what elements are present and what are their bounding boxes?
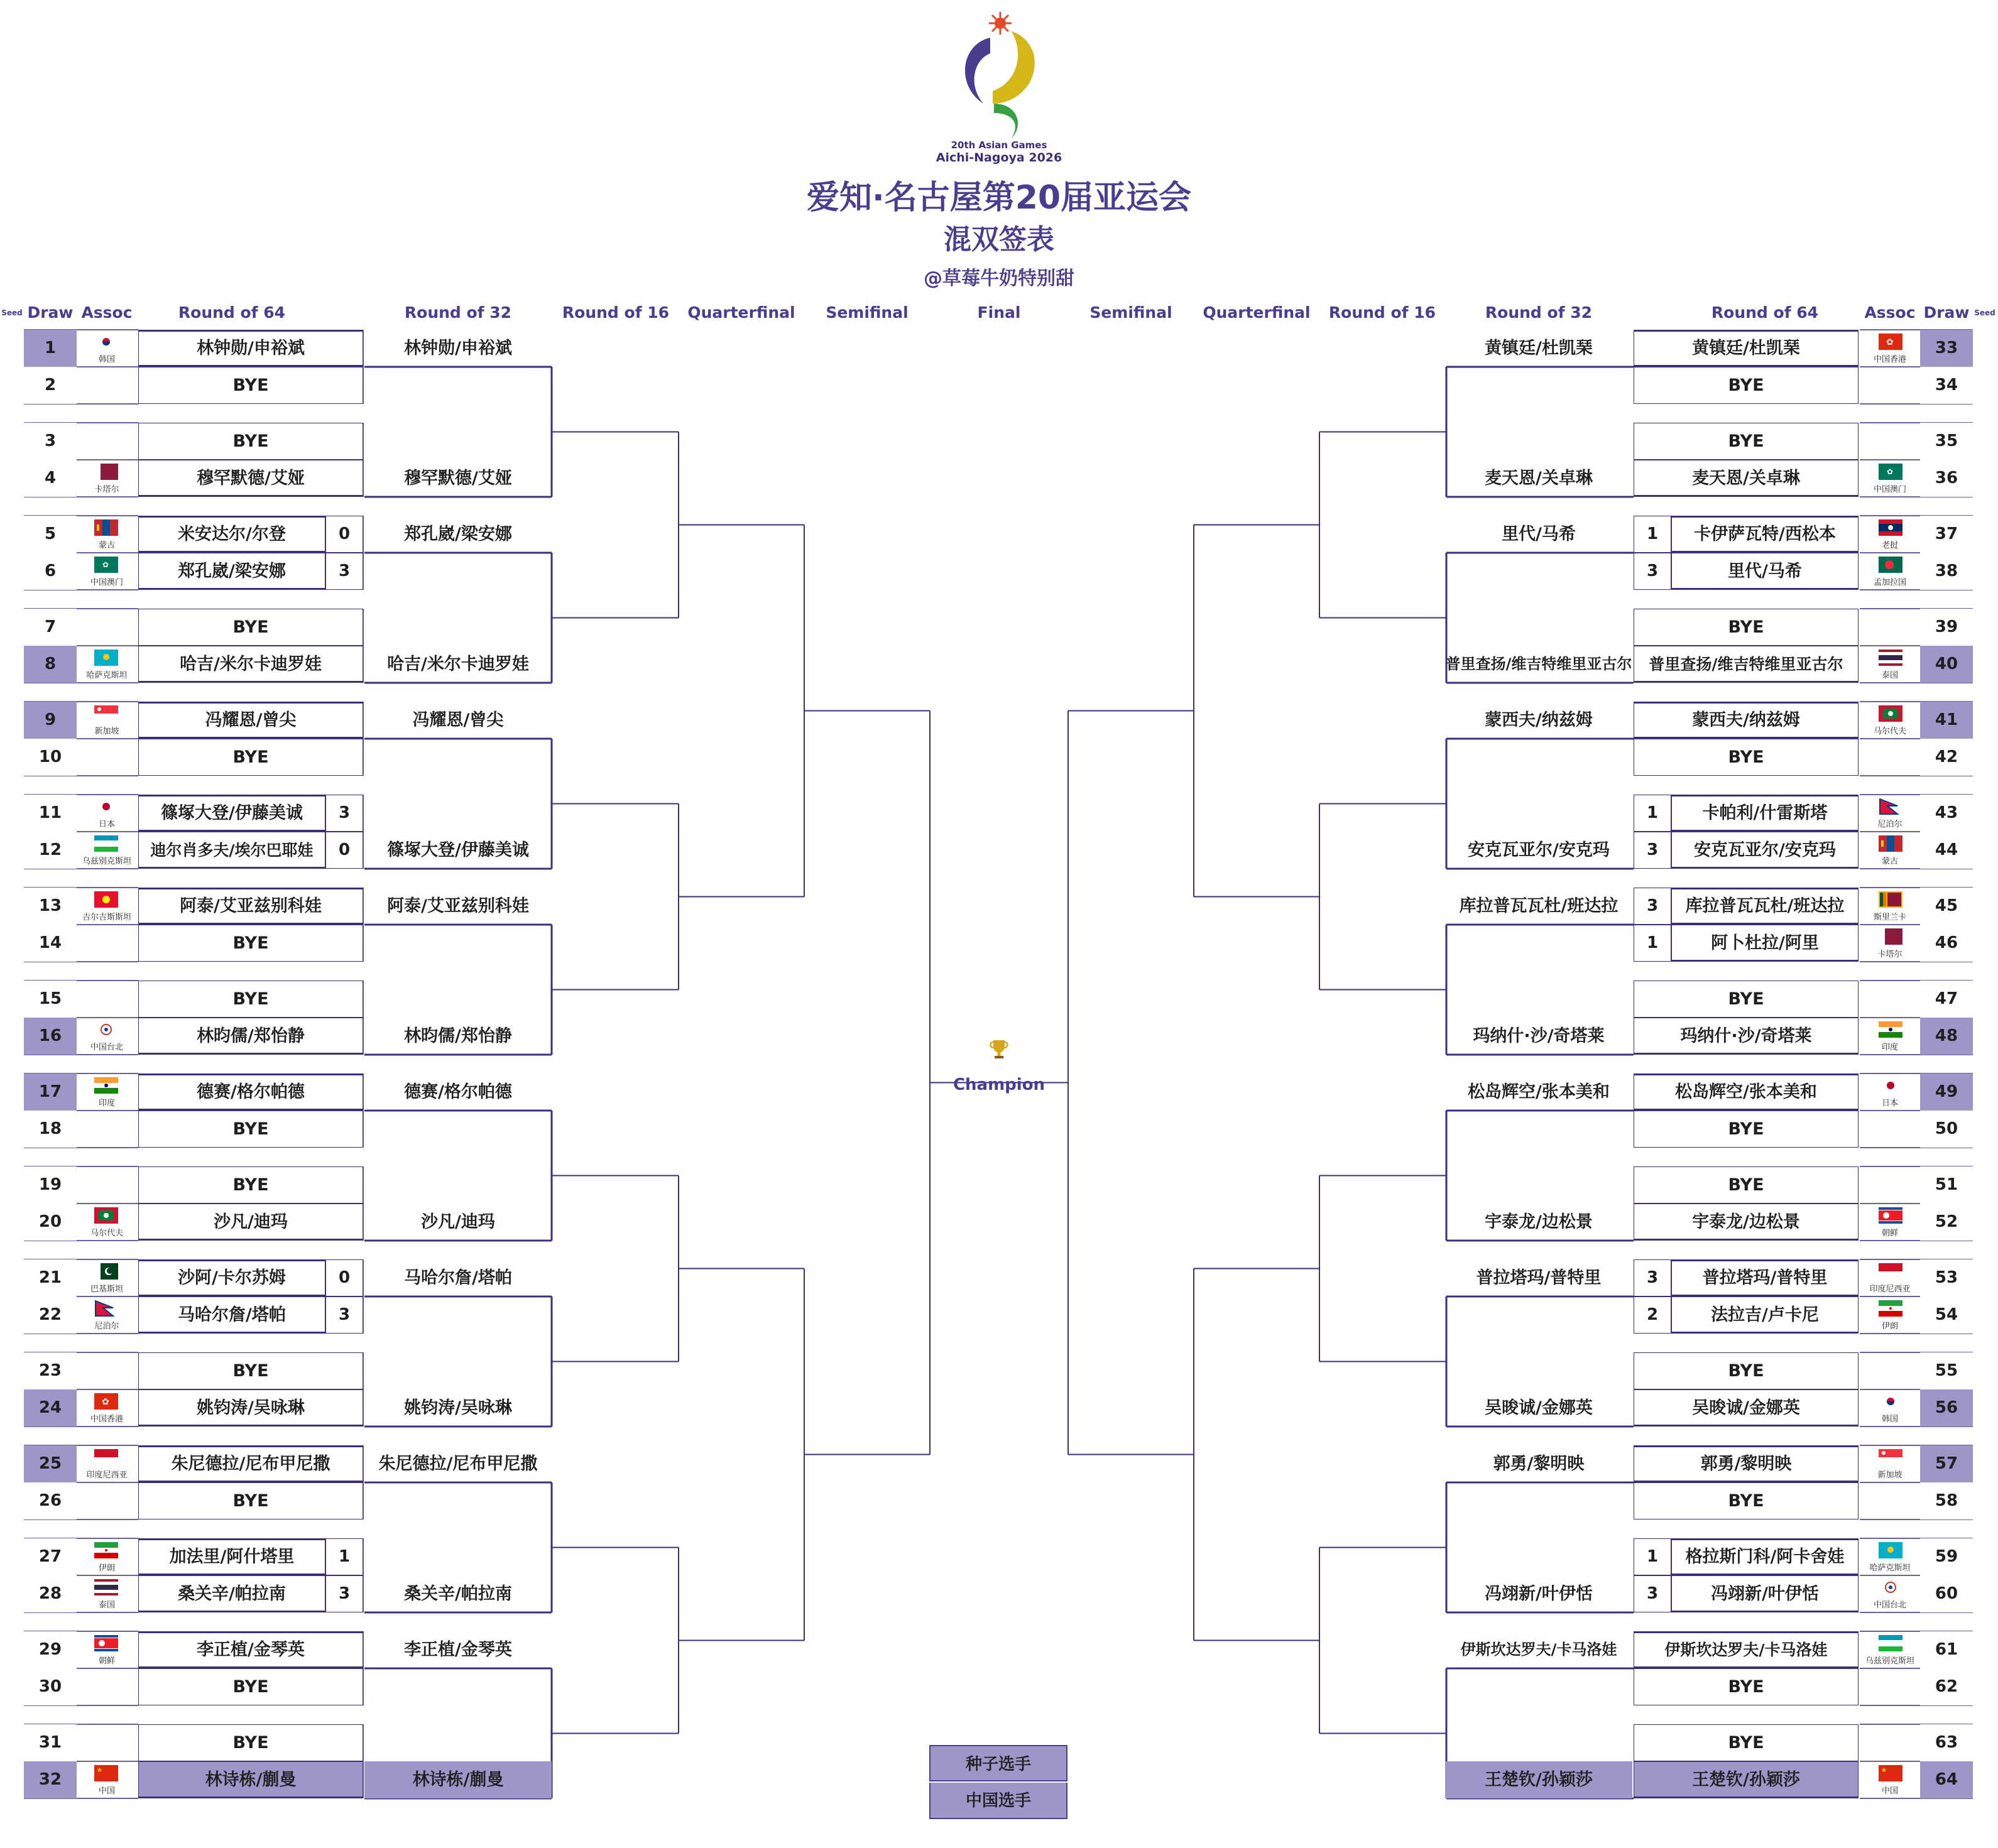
- player-name: BYE: [1728, 617, 1764, 637]
- r32-name: 冯翊新/叶伊恬: [1485, 1584, 1593, 1604]
- col-assoc-right: Assoc: [1864, 303, 1916, 322]
- assoc-name: 印度: [1881, 1043, 1898, 1052]
- assoc-name: 中国: [1881, 1786, 1898, 1796]
- draw-number: 24: [38, 1398, 62, 1417]
- player-name: 里代/马希: [1728, 562, 1802, 581]
- r32-name: 篠塚大登/伊藤美诚: [387, 840, 529, 860]
- jp-flag-icon: [1879, 1077, 1902, 1094]
- match-score: 2: [1646, 1305, 1659, 1324]
- player-name: 郑孔崴/梁安娜: [178, 562, 286, 581]
- match-score: 1: [1646, 803, 1659, 822]
- player-name: 朱尼德拉/尼布甲尼撒: [171, 1454, 330, 1474]
- draw-number: 36: [1935, 469, 1958, 487]
- player-name: 马哈尔詹/塔帕: [178, 1305, 286, 1325]
- assoc-name: 乌兹别克斯坦: [1865, 1656, 1914, 1666]
- in-flag-icon: [94, 1077, 118, 1094]
- player-name: 林钟勋/申裕斌: [197, 339, 305, 358]
- assoc-name: 巴基斯坦: [90, 1285, 123, 1294]
- kp-flag-icon: [1879, 1207, 1902, 1224]
- draw-number: 62: [1935, 1677, 1958, 1696]
- draw-number: 34: [1935, 376, 1958, 394]
- lk-flag-icon: [1879, 891, 1902, 908]
- col-r64-right: Round of 64: [1711, 303, 1819, 322]
- col-r16-left: Round of 16: [562, 303, 670, 322]
- qa-flag-icon: [1879, 928, 1902, 945]
- r32-name: 林诗栋/蒯曼: [412, 1770, 504, 1790]
- tpe-flag-icon: [1879, 1579, 1902, 1595]
- draw-number: 46: [1935, 933, 1958, 952]
- np-flag-icon: [94, 1300, 118, 1317]
- player-name: 蒙西夫/纳兹姆: [1692, 710, 1800, 730]
- draw-number: 54: [1935, 1305, 1958, 1324]
- draw-number: 64: [1935, 1770, 1958, 1789]
- assoc-name: 中国台北: [90, 1043, 123, 1052]
- mn-flag-icon: [1879, 835, 1902, 852]
- draw-number: 59: [1935, 1547, 1958, 1566]
- player-name: 阿卜杜拉/阿里: [1711, 933, 1819, 953]
- player-name: BYE: [1728, 989, 1764, 1009]
- assoc-name: 印度尼西亚: [1869, 1285, 1911, 1294]
- draw-number: 53: [1935, 1268, 1958, 1287]
- match-score: 1: [338, 1547, 351, 1566]
- assoc-name: 中国澳门: [90, 578, 123, 587]
- assoc-name: 马尔代夫: [1873, 727, 1906, 736]
- match-score: 3: [338, 803, 351, 822]
- col-qf-left: Quarterfinal: [687, 303, 795, 322]
- player-name: BYE: [1728, 1733, 1764, 1753]
- match-score: 1: [1646, 933, 1659, 952]
- draw-number: 31: [38, 1733, 62, 1752]
- draw-number: 60: [1935, 1584, 1958, 1603]
- player-name: BYE: [232, 432, 269, 451]
- player-name: 桑关辛/帕拉南: [178, 1584, 286, 1604]
- draw-number: 33: [1935, 339, 1958, 357]
- r32-name: 林钟勋/申裕斌: [404, 339, 512, 358]
- uz-flag-icon: [1879, 1635, 1902, 1651]
- player-name: 加法里/阿什塔里: [169, 1547, 295, 1567]
- draw-number: 39: [1935, 617, 1958, 636]
- col-r32-left: Round of 32: [404, 303, 512, 322]
- mo-flag-icon: [1879, 464, 1902, 480]
- r32-name: 里代/马希: [1502, 525, 1576, 544]
- draw-number: 63: [1935, 1733, 1958, 1752]
- r32-name: 姚钧涛/吴咏琳: [404, 1398, 512, 1418]
- player-name: BYE: [1728, 1361, 1764, 1381]
- assoc-name: 马尔代夫: [90, 1229, 123, 1238]
- draw-number: 38: [1935, 562, 1958, 580]
- draw-number: 48: [1935, 1026, 1958, 1045]
- page-subtitle: 混双签表: [944, 224, 1054, 256]
- assoc-name: 印度: [98, 1099, 115, 1108]
- assoc-name: 韩国: [98, 355, 115, 364]
- col-qf-right: Quarterfinal: [1203, 303, 1311, 322]
- player-name: 法拉吉/卢卡尼: [1711, 1305, 1819, 1325]
- player-name: 沙阿/卡尔苏姆: [178, 1268, 286, 1288]
- match-score: 0: [338, 1268, 351, 1287]
- cn-flag-icon: [94, 1765, 118, 1781]
- ir-flag-icon: [1879, 1300, 1902, 1317]
- ir-flag-icon: [94, 1542, 118, 1558]
- col-assoc-left: Assoc: [81, 303, 133, 322]
- r32-name: 林昀儒/郑怡静: [404, 1026, 512, 1046]
- player-name: BYE: [232, 617, 269, 637]
- id-flag-icon: [94, 1449, 118, 1465]
- player-name: BYE: [232, 1677, 269, 1697]
- player-name: 姚钧涛/吴咏琳: [197, 1398, 305, 1418]
- draw-number: 16: [38, 1026, 62, 1045]
- r32-name: 宇泰龙/边松景: [1485, 1212, 1593, 1232]
- assoc-name: 蒙古: [98, 541, 115, 550]
- r32-name: 玛纳什·沙/奇塔莱: [1473, 1026, 1605, 1046]
- jp-flag-icon: [94, 798, 118, 815]
- assoc-name: 尼泊尔: [94, 1322, 119, 1331]
- logo-line1: 20th Asian Games: [951, 139, 1047, 151]
- page-title: 爱知·名古屋第20届亚运会: [806, 179, 1192, 217]
- r32-name: 库拉普瓦瓦杜/班达拉: [1459, 896, 1619, 916]
- r32-name: 李正植/金琴英: [404, 1640, 512, 1660]
- tpe-flag-icon: [94, 1021, 118, 1038]
- player-name: 库拉普瓦瓦杜/班达拉: [1685, 896, 1845, 916]
- r32-name: 阿泰/艾亚兹别科娃: [387, 896, 529, 916]
- draw-number: 41: [1935, 710, 1958, 729]
- player-name: 普里查扬/维吉特维里亚古尔: [1649, 655, 1843, 673]
- r32-name: 松岛辉空/张本美和: [1468, 1082, 1610, 1102]
- assoc-name: 新加坡: [94, 727, 119, 736]
- player-name: BYE: [232, 376, 269, 395]
- player-name: 格拉斯门科/阿卡舍娃: [1685, 1547, 1845, 1567]
- np-flag-icon: [1879, 798, 1902, 815]
- assoc-name: 伊朗: [98, 1563, 115, 1573]
- draw-number: 28: [38, 1584, 62, 1603]
- player-name: 阿泰/艾亚兹别科娃: [180, 896, 322, 916]
- col-seed-right: Seed: [1974, 308, 1995, 317]
- player-name: 王楚钦/孙颖莎: [1692, 1770, 1800, 1790]
- r32-name: 冯耀恩/曾尖: [412, 710, 504, 730]
- draw-number: 49: [1935, 1082, 1958, 1101]
- r32-name: 桑关辛/帕拉南: [404, 1584, 512, 1604]
- sg-flag-icon: [94, 705, 118, 722]
- draw-number: 57: [1935, 1454, 1958, 1473]
- assoc-name: 日本: [1881, 1099, 1898, 1108]
- draw-number: 15: [38, 989, 62, 1008]
- legend-seeded: 种子选手: [929, 1745, 1067, 1781]
- svg-text:✿: ✿: [102, 560, 109, 569]
- player-name: BYE: [1728, 376, 1764, 395]
- col-r64-left: Round of 64: [178, 303, 286, 322]
- draw-number: 45: [1935, 896, 1958, 915]
- draw-number: 37: [1935, 525, 1958, 543]
- draw-number: 12: [38, 840, 62, 859]
- logo-line2: Aichi-Nagoya 2026: [936, 151, 1062, 165]
- r32-name: 伊斯坎达罗夫/卡马洛娃: [1460, 1641, 1617, 1658]
- draw-number: 2: [44, 376, 57, 394]
- assoc-name: 印度尼西亚: [86, 1470, 128, 1480]
- r32-name: 黄镇廷/杜凯琹: [1485, 339, 1593, 358]
- player-name: BYE: [1728, 1491, 1764, 1511]
- col-r16-right: Round of 16: [1328, 303, 1436, 322]
- player-name: BYE: [232, 1175, 269, 1195]
- col-seed-left: Seed: [1, 308, 23, 317]
- player-name: 郭勇/黎明映: [1700, 1454, 1792, 1474]
- draw-number: 19: [38, 1175, 62, 1194]
- assoc-name: 中国澳门: [1873, 485, 1906, 494]
- draw-number: 47: [1935, 989, 1958, 1008]
- draw-number: 21: [38, 1268, 62, 1287]
- uz-flag-icon: [94, 835, 118, 852]
- player-name: 宇泰龙/边松景: [1692, 1212, 1800, 1232]
- assoc-name: 韩国: [1881, 1415, 1898, 1424]
- draw-number: 26: [38, 1491, 62, 1510]
- player-name: 安克瓦亚尔/安克玛: [1694, 840, 1836, 860]
- assoc-name: 泰国: [1881, 671, 1898, 680]
- match-score: 3: [338, 1305, 351, 1324]
- player-name: BYE: [1728, 1119, 1764, 1139]
- draw-number: 6: [44, 562, 57, 580]
- player-name: BYE: [232, 1361, 269, 1381]
- draw-number: 35: [1935, 432, 1958, 450]
- draw-number: 58: [1935, 1491, 1958, 1510]
- assoc-name: 日本: [98, 820, 115, 829]
- player-name: 卡伊萨瓦特/西松本: [1694, 525, 1836, 544]
- assoc-name: 中国台北: [1873, 1601, 1906, 1610]
- draw-number: 18: [38, 1119, 62, 1138]
- player-name: 篠塚大登/伊藤美诚: [161, 803, 303, 823]
- player-name: 李正植/金琴英: [197, 1640, 305, 1660]
- player-name: BYE: [1728, 432, 1764, 451]
- assoc-name: 老挝: [1881, 541, 1898, 550]
- assoc-name: 尼泊尔: [1877, 820, 1902, 829]
- draw-number: 61: [1935, 1640, 1958, 1659]
- player-name: 卡帕利/什雷斯塔: [1702, 803, 1828, 823]
- player-name: 哈吉/米尔卡迪罗娃: [180, 655, 322, 674]
- player-name: 迪尔肖多夫/埃尔巴耶娃: [150, 841, 314, 859]
- match-score: 3: [1646, 896, 1659, 915]
- match-score: 3: [1646, 1268, 1659, 1287]
- bd-flag-icon: [1879, 557, 1902, 573]
- draw-number: 17: [38, 1082, 62, 1101]
- player-name: BYE: [232, 1119, 269, 1139]
- draw-number: 25: [38, 1454, 62, 1473]
- draw-number: 50: [1935, 1119, 1958, 1138]
- mv-flag-icon: [94, 1207, 118, 1224]
- player-name: BYE: [232, 747, 269, 767]
- match-score: 1: [1646, 1547, 1659, 1566]
- cn-flag-icon: [1879, 1765, 1902, 1781]
- col-sf-left: Semifinal: [826, 303, 909, 322]
- credit-handle: @草莓牛奶特别甜: [924, 268, 1074, 290]
- match-score: 0: [338, 840, 351, 859]
- r32-name: 朱尼德拉/尼布甲尼撒: [378, 1454, 538, 1474]
- player-name: 吴晙诚/金娜英: [1692, 1398, 1800, 1418]
- draw-number: 5: [44, 525, 57, 543]
- player-name: BYE: [232, 1491, 269, 1511]
- player-name: BYE: [1728, 1677, 1764, 1697]
- r32-name: 普拉塔玛/普特里: [1476, 1268, 1602, 1288]
- mo-flag-icon: [94, 557, 118, 573]
- assoc-name: 泰国: [98, 1601, 115, 1610]
- kr-flag-icon: [94, 334, 118, 350]
- player-name: 冯耀恩/曾尖: [205, 710, 297, 730]
- draw-number: 52: [1935, 1212, 1958, 1231]
- r32-name: 吴晙诚/金娜英: [1485, 1398, 1593, 1418]
- player-name: BYE: [1728, 1175, 1764, 1195]
- assoc-name: 哈萨克斯坦: [1869, 1563, 1911, 1573]
- th-flag-icon: [1879, 650, 1902, 666]
- kr-flag-icon: [1879, 1393, 1902, 1410]
- assoc-name: 卡塔尔: [94, 485, 119, 494]
- draw-number: 32: [38, 1770, 62, 1789]
- svg-text:★: ★: [1881, 1767, 1887, 1774]
- player-name: 伊斯坎达罗夫/卡马洛娃: [1664, 1641, 1828, 1659]
- r32-name: 沙凡/迪玛: [421, 1212, 495, 1232]
- mv-flag-icon: [1879, 705, 1902, 722]
- draw-number: 51: [1935, 1175, 1958, 1194]
- draw-number: 22: [38, 1305, 62, 1324]
- draw-number: 40: [1935, 655, 1958, 673]
- draw-number: 3: [44, 432, 57, 450]
- r32-name: 安克瓦亚尔/安克玛: [1468, 840, 1610, 860]
- player-name: 麦天恩/关卓琳: [1692, 469, 1800, 488]
- match-score: 1: [1646, 525, 1659, 543]
- draw-number: 4: [44, 469, 57, 487]
- assoc-name: 中国香港: [90, 1415, 123, 1424]
- player-name: BYE: [1728, 747, 1764, 767]
- assoc-name: 朝鲜: [1881, 1229, 1898, 1238]
- champion-label: Champion: [953, 1075, 1045, 1094]
- r32-name: 穆罕默德/艾娅: [404, 469, 512, 488]
- r32-name: 王楚钦/孙颖莎: [1485, 1770, 1593, 1790]
- r32-name: 麦天恩/关卓琳: [1485, 469, 1593, 488]
- r32-name: 德赛/格尔帕德: [404, 1082, 512, 1102]
- assoc-name: 蒙古: [1881, 857, 1898, 866]
- match-score: 3: [1646, 562, 1659, 580]
- draw-number: 42: [1935, 747, 1958, 766]
- player-name: 林昀儒/郑怡静: [197, 1026, 305, 1046]
- match-score: 3: [338, 1584, 351, 1603]
- player-name: BYE: [232, 1733, 269, 1753]
- hk-flag-icon: [94, 1393, 118, 1410]
- draw-number: 43: [1935, 803, 1958, 822]
- kg-flag-icon: [94, 891, 118, 908]
- col-draw-right: Draw: [1923, 303, 1970, 322]
- match-score: 3: [1646, 1584, 1659, 1603]
- kz-flag-icon: [1879, 1542, 1902, 1558]
- draw-number: 56: [1935, 1398, 1958, 1417]
- assoc-name: 伊朗: [1881, 1322, 1898, 1331]
- match-score: 3: [1646, 840, 1659, 859]
- col-r32-right: Round of 32: [1485, 303, 1593, 322]
- trophy-icon: [988, 1038, 1010, 1060]
- r32-name: 郑孔崴/梁安娜: [404, 525, 512, 544]
- svg-text:✿: ✿: [1886, 337, 1894, 347]
- draw-number: 1: [44, 339, 57, 357]
- svg-text:✿: ✿: [1887, 467, 1894, 476]
- kp-flag-icon: [94, 1635, 118, 1651]
- assoc-name: 中国: [98, 1786, 115, 1796]
- svg-text:✿: ✿: [102, 1397, 109, 1407]
- svg-text:★: ★: [97, 1767, 102, 1774]
- assoc-name: 哈萨克斯坦: [86, 671, 128, 680]
- player-name: 德赛/格尔帕德: [197, 1082, 305, 1102]
- assoc-name: 卡塔尔: [1877, 950, 1902, 959]
- player-name: BYE: [232, 933, 269, 953]
- draw-number: 20: [38, 1212, 62, 1231]
- in-flag-icon: [1879, 1021, 1902, 1038]
- r32-name: 马哈尔詹/塔帕: [404, 1268, 512, 1288]
- qa-flag-icon: [94, 464, 118, 480]
- draw-number: 9: [44, 710, 57, 729]
- col-final: Final: [977, 303, 1021, 322]
- draw-number: 7: [44, 617, 57, 636]
- hk-flag-icon: [1879, 334, 1902, 350]
- assoc-name: 斯里兰卡: [1873, 913, 1906, 922]
- id-flag-icon: [1879, 1263, 1902, 1280]
- col-sf-right: Semifinal: [1089, 303, 1172, 322]
- player-name: 穆罕默德/艾娅: [197, 469, 305, 488]
- draw-number: 55: [1935, 1361, 1958, 1380]
- la-flag-icon: [1879, 519, 1902, 536]
- player-name: BYE: [232, 989, 269, 1009]
- player-name: 冯翊新/叶伊恬: [1711, 1584, 1819, 1604]
- r32-name: 普里查扬/维吉特维里亚古尔: [1445, 655, 1632, 673]
- sg-flag-icon: [1879, 1449, 1902, 1465]
- kz-flag-icon: [94, 650, 118, 666]
- draw-number: 14: [38, 933, 62, 952]
- draw-number: 44: [1935, 840, 1958, 859]
- r32-name: 蒙西夫/纳兹姆: [1485, 710, 1593, 730]
- match-score: 3: [338, 562, 351, 580]
- assoc-name: 吉尔吉斯斯坦: [82, 913, 131, 922]
- player-name: 米安达尔/尔登: [178, 525, 286, 544]
- mn-flag-icon: [94, 519, 118, 536]
- legend-china: 中国选手: [929, 1783, 1067, 1819]
- player-name: 普拉塔玛/普特里: [1702, 1268, 1828, 1288]
- r32-name: 郭勇/黎明映: [1493, 1454, 1585, 1474]
- player-name: 松岛辉空/张本美和: [1675, 1082, 1817, 1102]
- draw-number: 23: [38, 1361, 62, 1380]
- player-name: 林诗栋/蒯曼: [205, 1770, 297, 1790]
- th-flag-icon: [94, 1579, 118, 1595]
- assoc-name: 朝鲜: [98, 1656, 115, 1666]
- draw-number: 30: [38, 1677, 62, 1696]
- match-score: 0: [338, 525, 351, 543]
- draw-number: 13: [38, 896, 62, 915]
- assoc-name: 孟加拉国: [1873, 578, 1906, 587]
- draw-number: 11: [38, 803, 62, 822]
- assoc-name: 乌兹别克斯坦: [82, 857, 131, 866]
- pk-flag-icon: [94, 1263, 118, 1280]
- assoc-name: 中国香港: [1873, 355, 1906, 364]
- draw-number: 29: [38, 1640, 62, 1659]
- assoc-name: 新加坡: [1877, 1470, 1902, 1480]
- draw-number: 10: [38, 747, 62, 766]
- col-draw-left: Draw: [27, 303, 74, 322]
- player-name: 黄镇廷/杜凯琹: [1692, 339, 1800, 358]
- draw-number: 27: [38, 1547, 62, 1566]
- draw-number: 8: [44, 655, 57, 673]
- player-name: 玛纳什·沙/奇塔莱: [1680, 1026, 1812, 1046]
- r32-name: 哈吉/米尔卡迪罗娃: [387, 655, 529, 674]
- player-name: 沙凡/迪玛: [214, 1212, 288, 1232]
